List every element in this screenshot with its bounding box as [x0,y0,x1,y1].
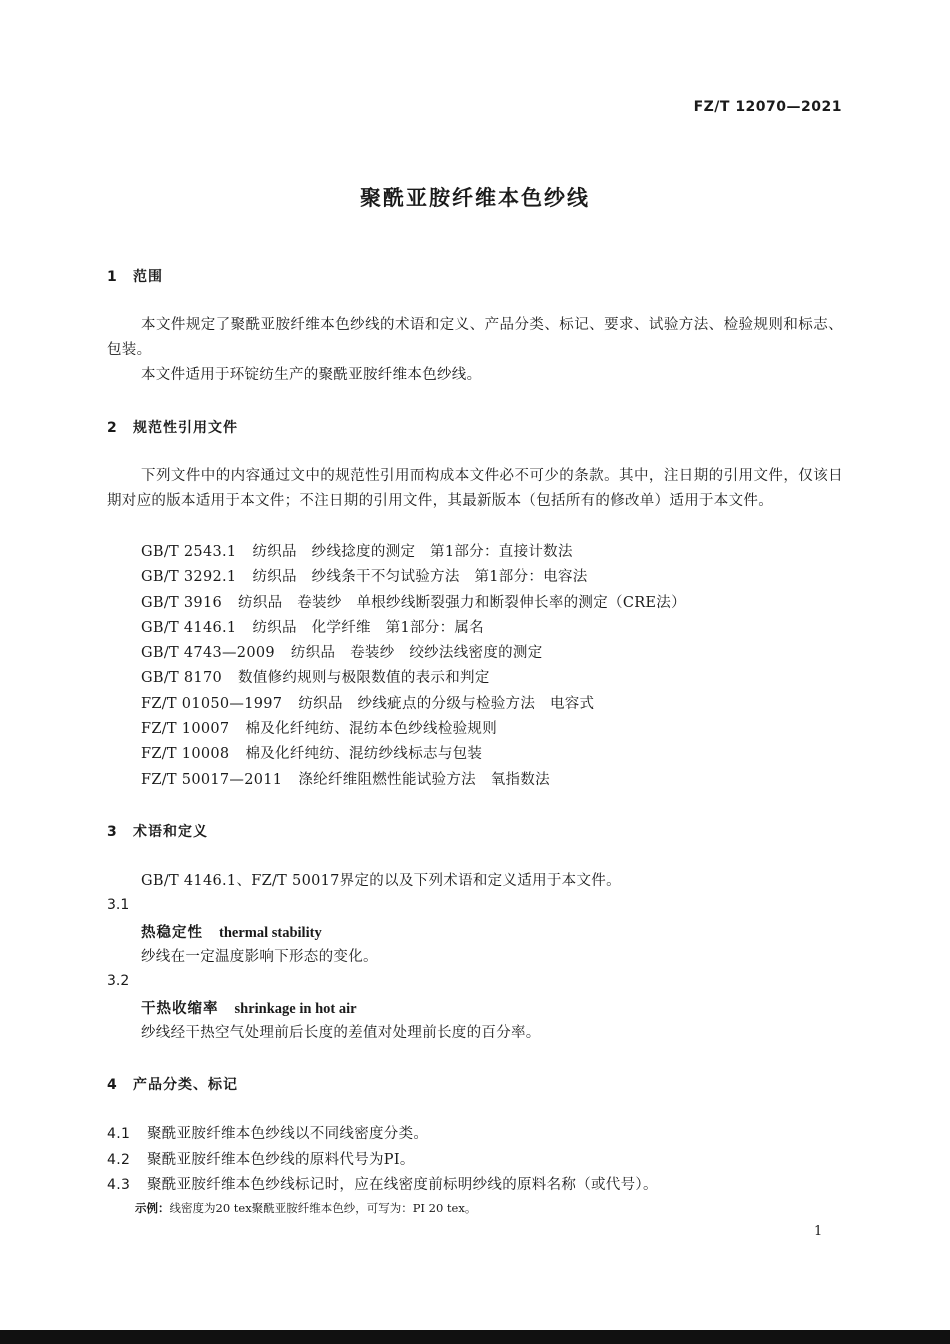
reference-code: FZ/T 10007 [141,721,230,738]
section-title: 术语和定义 [133,824,208,840]
normative-references-list [141,540,686,793]
bottom-edge-bar [0,1330,950,1344]
reference-item [141,616,686,641]
reference-item [141,565,686,590]
clause-text: 聚酰亚胺纤维本色纱线标记时，应在线密度前标明纱线的原料名称（或代号）。 [147,1177,658,1193]
example-text: 线密度为20 tex聚酰亚胺纤维本色纱，可写为：PI 20 tex。 [169,1201,477,1215]
term-english: shrinkage in hot air [234,1001,357,1017]
reference-item [141,768,686,793]
paragraph: 本文件规定了聚酰亚胺纤维本色纱线的术语和定义、产品分类、标记、要求、试验方法、检验规则和标志、包装。 [107,317,843,359]
section-number: 4 [107,1077,118,1093]
term-number: 3.1 [107,897,130,913]
document-title: 聚酰亚胺纤维本色纱线 [360,186,590,210]
reference-code: GB/T 2543.1 [141,544,237,560]
reference-title: 棉及化纤纯纺、混纺本色纱线检验规则 [245,721,498,738]
term-number: 3.2 [107,973,130,989]
section-heading-1 [107,266,163,286]
section-heading-3 [107,821,208,841]
reference-code: GB/T 3292.1 [141,569,237,586]
reference-item [141,591,686,616]
clause [107,1122,428,1143]
reference-code: GB/T 8170 [141,670,223,687]
section-title: 产品分类、标记 [133,1077,238,1093]
reference-title: 纺织品 卷装纱 绞纱法线密度的测定 [290,645,543,662]
clause-text: 聚酰亚胺纤维本色纱线以不同线密度分类。 [147,1126,429,1142]
reference-title: 纺织品 纱线条干不匀试验方法 第1部分：电容法 [252,569,588,586]
reference-code: GB/T 4743—2009 [141,645,275,662]
term-english: thermal stability [219,925,322,941]
term-chinese: 干热收缩率 [141,1001,219,1017]
reference-code: GB/T 4146.1 [141,619,237,636]
paragraph: GB/T 4146.1、FZ/T 50017界定的以及下列术语和定义适用于本文件。 [141,873,621,889]
term-heading [141,997,357,1018]
reference-item [141,692,686,717]
term-chinese: 热稳定性 [141,925,203,941]
clause-number: 4.3 [107,1177,131,1193]
reference-code: GB/T 3916 [141,594,223,611]
reference-title: 纺织品 纱线捻度的测定 第1部分：直接计数法 [252,544,573,560]
reference-title: 纺织品 化学纤维 第1部分：属名 [252,619,484,636]
reference-title: 涤纶纤维阻燃性能试验方法 氧指数法 [298,771,550,788]
term-heading [141,921,322,942]
term-definition: 纱线经干热空气处理前后长度的差值对处理前长度的百分率。 [141,1025,541,1041]
reference-title: 纺织品 纱线疵点的分级与检验方法 电容式 [298,695,595,712]
reference-title: 棉及化纤纯纺、混纺纱线标志与包装 [245,746,483,763]
section-heading-4 [107,1074,238,1094]
example-note [135,1200,476,1216]
reference-title: 数值修约规则与极限数值的表示和判定 [238,670,490,687]
reference-item [141,717,686,742]
clause [107,1148,415,1169]
clause [107,1173,658,1194]
clause-number: 4.2 [107,1152,131,1168]
section-number: 3 [107,824,118,840]
section-title: 规范性引用文件 [133,420,238,436]
reference-code: FZ/T 10008 [141,746,230,763]
clause-text: 聚酰亚胺纤维本色纱线的原料代号为PI。 [147,1152,415,1168]
reference-item [141,540,686,565]
reference-code: FZ/T 01050—1997 [141,695,283,712]
paragraph: 下列文件中的内容通过文中的规范性引用而构成本文件必不可少的条款。其中，注日期的引用文件，仅该日期对应的版本适用于本文件；不注日期的引用文件，其最新版本（包括所有的修改单）适用于本文件。 [107,468,843,510]
reference-item [141,742,686,767]
section-title: 范围 [133,269,163,285]
section-number: 2 [107,420,118,436]
page-number: 1 [814,1224,823,1239]
section-heading-2 [107,417,238,437]
reference-code: FZ/T 50017—2011 [141,771,283,788]
reference-title: 纺织品 卷装纱 单根纱线断裂强力和断裂伸长率的测定（CRE法） [238,594,686,611]
term-definition: 纱线在一定温度影响下形态的变化。 [141,949,378,965]
paragraph: 本文件适用于环锭纺生产的聚酰亚胺纤维本色纱线。 [141,367,482,383]
standard-code: FZ/T 12070—2021 [693,99,842,115]
clause-number: 4.1 [107,1126,131,1142]
section-number: 1 [107,269,118,285]
reference-item [141,641,686,666]
reference-item [141,666,686,691]
example-label: 示例： [135,1201,170,1215]
